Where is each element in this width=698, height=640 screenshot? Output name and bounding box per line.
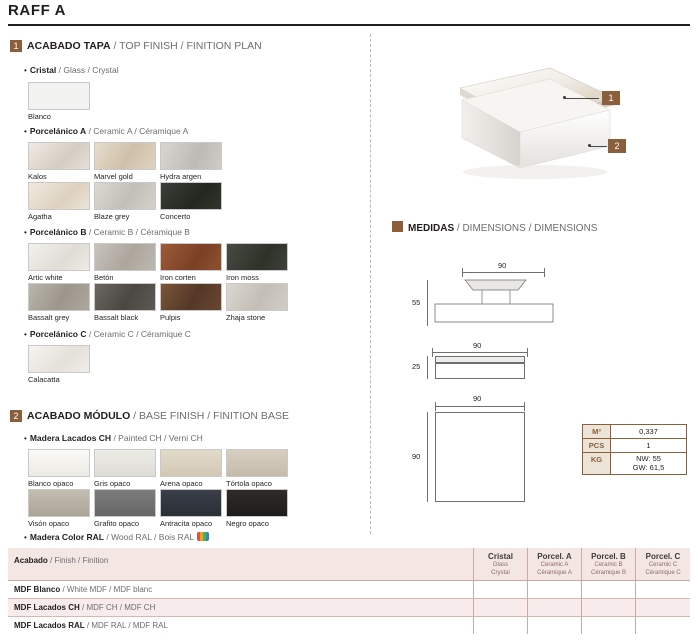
spec-row-pcs xyxy=(582,439,687,453)
spec-value: 0,337 xyxy=(639,427,658,436)
dim-label-width-1: 90 xyxy=(498,261,507,270)
swatch[interactable] xyxy=(226,243,288,271)
drawing-base-closed xyxy=(435,363,525,379)
spec-value: 1 xyxy=(646,441,651,450)
column-title: Cristal xyxy=(488,552,513,561)
column-sub1: Glass xyxy=(492,562,509,568)
dim-arrow-top-2 xyxy=(432,352,528,353)
swatch[interactable] xyxy=(28,283,90,311)
bullet-icon: • xyxy=(24,533,27,542)
swatch[interactable] xyxy=(94,182,156,210)
spec-key: KG xyxy=(583,453,611,474)
callout-dot-2 xyxy=(588,144,591,147)
group-label-cristal xyxy=(24,65,119,75)
row-cell xyxy=(582,599,636,616)
column-title: Porcel. B xyxy=(591,552,626,561)
swatch-label: Visón opaco xyxy=(28,519,70,528)
row-cell xyxy=(474,599,528,616)
swatch[interactable] xyxy=(28,142,90,170)
swatch[interactable] xyxy=(28,82,90,110)
group-subtitle: / Ceramic A / Céramique A xyxy=(88,126,189,136)
callout-line-2 xyxy=(590,146,607,147)
group-label-porcelanico-c xyxy=(24,329,191,339)
dim-tick xyxy=(524,402,525,411)
swatch-label: Tórtola opaco xyxy=(226,479,272,488)
spec-key: M³ xyxy=(583,425,611,438)
row-label-bold: MDF Blanco xyxy=(14,585,61,594)
dim-label-height-3: 90 xyxy=(412,452,421,461)
group-title: Cristal xyxy=(29,65,57,75)
swatch[interactable] xyxy=(226,449,288,477)
swatch-label: Gris opaco xyxy=(94,479,131,488)
dim-label-width-2: 90 xyxy=(473,341,482,350)
title-divider xyxy=(8,24,690,26)
row-cell xyxy=(474,581,528,598)
row-label-rest: / MDF CH / MDF CH xyxy=(82,603,156,612)
column-sub2: Céramique C xyxy=(645,569,681,576)
group-label-porcelanico-a xyxy=(24,126,188,136)
section-title-base-finish: ACABADO MÓDULO xyxy=(27,410,131,422)
spec-key: PCS xyxy=(583,439,611,452)
swatch[interactable] xyxy=(94,142,156,170)
group-title: Porcelánico B xyxy=(29,227,87,237)
row-cell xyxy=(582,581,636,598)
swatch-label: Pulpis xyxy=(160,313,181,322)
dim-arrow-side-2 xyxy=(427,356,428,379)
table-column-cristal xyxy=(474,548,528,580)
swatch-label: Iron corten xyxy=(160,273,196,282)
column-sub2: Crystal xyxy=(491,569,510,576)
bullet-icon: • xyxy=(24,330,27,339)
table-row xyxy=(8,598,690,616)
table-row xyxy=(8,616,690,634)
table-row xyxy=(8,580,690,598)
bullet-icon: • xyxy=(24,66,27,75)
row-cell xyxy=(582,617,636,634)
swatch-label: Artic white xyxy=(28,273,63,282)
dimensions-subtitle: / DIMENSIONS / DIMENSIONS xyxy=(456,223,598,234)
swatch-label: Betón xyxy=(94,273,114,282)
row-cell xyxy=(636,581,690,598)
bullet-icon: • xyxy=(24,127,27,136)
swatch[interactable] xyxy=(160,243,222,271)
column-sub1: Ceramic B xyxy=(594,562,623,568)
section-header-base-finish xyxy=(10,410,289,422)
dim-label-height-2: 25 xyxy=(412,362,421,371)
compatibility-table xyxy=(8,548,690,634)
dim-arrow-top-3 xyxy=(435,406,525,407)
group-title: Madera Color RAL xyxy=(29,532,104,542)
swatch-label: Negro opaco xyxy=(226,519,269,528)
dim-arrow-side-1 xyxy=(427,280,428,326)
group-label-madera-color-ral xyxy=(24,532,209,542)
section-number-2: 2 xyxy=(10,410,22,422)
spec-value-nw: NW: 55 xyxy=(636,454,661,463)
swatch[interactable] xyxy=(28,449,90,477)
group-title: Madera Lacados CH xyxy=(29,433,112,443)
swatch[interactable] xyxy=(160,142,222,170)
row-label-rest: / MDF RAL / MDF RAL xyxy=(86,621,168,630)
section-header-top-finish xyxy=(10,40,262,52)
callout-2: 2 xyxy=(608,139,626,153)
column-sub2: Céramique B xyxy=(590,569,626,576)
swatch-label: Zhaja stone xyxy=(226,313,266,322)
section-subtitle-top-finish: / TOP FINISH / FINITION PLAN xyxy=(113,40,262,52)
swatch-label: Arena opaco xyxy=(160,479,203,488)
swatch-label: Grafito opaco xyxy=(94,519,140,528)
group-label-madera-lacados-ch xyxy=(24,433,203,443)
bullet-icon: • xyxy=(24,434,27,443)
row-label-bold: MDF Lacados RAL xyxy=(14,621,85,630)
swatch-label: Concerto xyxy=(160,212,191,221)
column-sub2: Céramique A xyxy=(537,569,572,576)
table-header-row xyxy=(8,548,690,580)
column-divider xyxy=(370,34,371,534)
column-sub1: Ceramic C xyxy=(648,562,678,568)
table-header-label-rest: / Finish / Finition xyxy=(50,556,109,565)
spec-table xyxy=(582,424,687,475)
dim-label-width-3: 90 xyxy=(473,394,482,403)
product-illustration xyxy=(400,60,630,180)
dim-arrow-side-3 xyxy=(427,412,428,502)
group-title: Porcelánico C xyxy=(29,329,87,339)
spec-value-weight xyxy=(611,453,686,474)
table-column-porcel-c xyxy=(636,548,690,580)
spec-value-gw: GW: 61,5 xyxy=(632,463,665,473)
ral-palette-icon xyxy=(197,532,209,541)
drawing-top-slab xyxy=(435,356,525,363)
drawing-side-open xyxy=(430,276,560,326)
column-title: Porcel. A xyxy=(537,552,572,561)
drawing-plan-view xyxy=(435,412,525,502)
page-title: RAFF A xyxy=(8,2,67,19)
group-label-porcelanico-b xyxy=(24,227,190,237)
swatch[interactable] xyxy=(160,182,222,210)
dim-tick xyxy=(435,402,436,411)
group-subtitle: / Ceramic C / Céramique C xyxy=(88,329,191,339)
dim-tick xyxy=(527,348,528,357)
table-header-label-bold: Acabado xyxy=(14,556,48,565)
callout-line-1 xyxy=(565,98,599,99)
spec-row-m3 xyxy=(582,424,687,439)
swatch[interactable] xyxy=(226,283,288,311)
row-label xyxy=(8,599,474,616)
swatch-label: Antracita opaco xyxy=(160,519,213,528)
column-title: Porcel. C xyxy=(645,552,681,561)
row-cell xyxy=(528,617,582,634)
swatch[interactable] xyxy=(160,489,222,517)
swatch-label: Hydra argen xyxy=(160,172,202,181)
section-number-1: 1 xyxy=(10,40,22,52)
section-title-top-finish: ACABADO TAPA xyxy=(27,40,111,52)
swatch-label: Blaze grey xyxy=(94,212,130,221)
swatch[interactable] xyxy=(160,449,222,477)
group-subtitle: / Glass / Crystal xyxy=(58,65,119,75)
swatch-label: Marvel gold xyxy=(94,172,133,181)
section-subtitle-base-finish: / BASE FINISH / FINITION BASE xyxy=(133,410,289,422)
swatch[interactable] xyxy=(94,449,156,477)
dim-arrow-top-1 xyxy=(462,272,545,273)
row-label-rest: / White MDF / MDF blanc xyxy=(62,585,153,594)
swatch[interactable] xyxy=(160,283,222,311)
row-label-bold: MDF Lacados CH xyxy=(14,603,80,612)
swatch[interactable] xyxy=(94,243,156,271)
row-label xyxy=(8,617,474,634)
row-cell xyxy=(528,581,582,598)
table-column-porcel-b xyxy=(582,548,636,580)
group-subtitle: / Ceramic B / Céramique B xyxy=(88,227,190,237)
row-cell xyxy=(636,599,690,616)
group-title: Porcelánico A xyxy=(29,126,87,136)
swatch-label: Blanco xyxy=(28,112,51,121)
column-sub1: Ceramic A xyxy=(540,562,569,568)
swatch[interactable] xyxy=(94,489,156,517)
spec-row-kg xyxy=(582,453,687,475)
dimensions-title: MEDIDAS xyxy=(408,223,455,234)
row-cell xyxy=(528,599,582,616)
swatch-label: Bassalt grey xyxy=(28,313,70,322)
swatch-label: Calacatta xyxy=(28,375,60,384)
swatch-label: Agatha xyxy=(28,212,52,221)
swatch-label: Kalos xyxy=(28,172,47,181)
group-subtitle: / Wood RAL / Bois RAL xyxy=(106,532,195,542)
row-cell xyxy=(636,617,690,634)
swatch-label: Bassalt black xyxy=(94,313,139,322)
row-label xyxy=(8,581,474,598)
callout-dot-1 xyxy=(563,96,566,99)
swatch[interactable] xyxy=(28,182,90,210)
square-marker-icon xyxy=(392,221,403,232)
swatch[interactable] xyxy=(28,489,90,517)
swatch-label: Blanco opaco xyxy=(28,479,74,488)
row-cell xyxy=(474,617,528,634)
dimensions-header xyxy=(392,221,597,234)
callout-1: 1 xyxy=(602,91,620,105)
swatch-label: Iron moss xyxy=(226,273,259,282)
swatch[interactable] xyxy=(226,489,288,517)
dim-tick xyxy=(432,348,433,357)
bullet-icon: • xyxy=(24,228,27,237)
dim-label-height-1: 55 xyxy=(412,298,421,307)
group-subtitle: / Painted CH / Verni CH xyxy=(113,433,203,443)
swatch[interactable] xyxy=(28,345,90,373)
table-header-label xyxy=(8,548,474,580)
swatch[interactable] xyxy=(94,283,156,311)
table-column-porcel-a xyxy=(528,548,582,580)
swatch[interactable] xyxy=(28,243,90,271)
